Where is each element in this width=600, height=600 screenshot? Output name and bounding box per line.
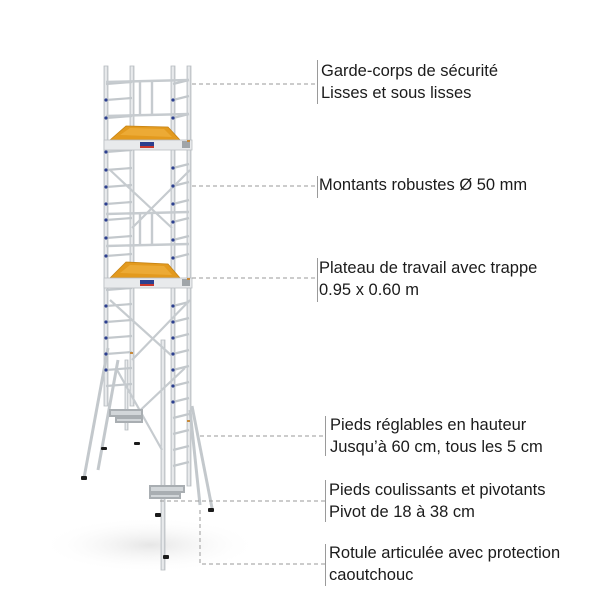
stabiliser-outriggers xyxy=(84,348,212,508)
callout-bar xyxy=(325,544,326,586)
callout-title: Pieds réglables en hauteur xyxy=(330,416,527,434)
callout-bar xyxy=(325,480,326,522)
callout-subtitle: Jusqu’à 60 cm, tous les 5 cm xyxy=(330,438,543,456)
callout-title: Montants robustes Ø 50 mm xyxy=(319,176,528,194)
callout-bar xyxy=(317,176,318,198)
callout-title: Garde-corps de sécurité xyxy=(321,62,498,80)
callout-subtitle: Lisses et sous lisses xyxy=(321,84,472,102)
work-platform-top xyxy=(104,126,192,150)
callout-subtitle: Pivot de 18 à 38 cm xyxy=(329,503,475,521)
callout-title: Rotule articulée avec protection xyxy=(329,544,561,562)
callout-bar xyxy=(317,258,318,302)
callout-bar xyxy=(325,416,326,456)
floor-shadow xyxy=(40,517,260,573)
callout-bar xyxy=(317,60,318,104)
work-platform-middle xyxy=(104,262,192,288)
callout-subtitle: caoutchouc xyxy=(329,566,414,584)
callout-title: Pieds coulissants et pivotants xyxy=(329,481,546,499)
callout-title: Plateau de travail avec trappe xyxy=(319,259,538,277)
callout-subtitle: 0.95 x 0.60 m xyxy=(319,281,419,299)
